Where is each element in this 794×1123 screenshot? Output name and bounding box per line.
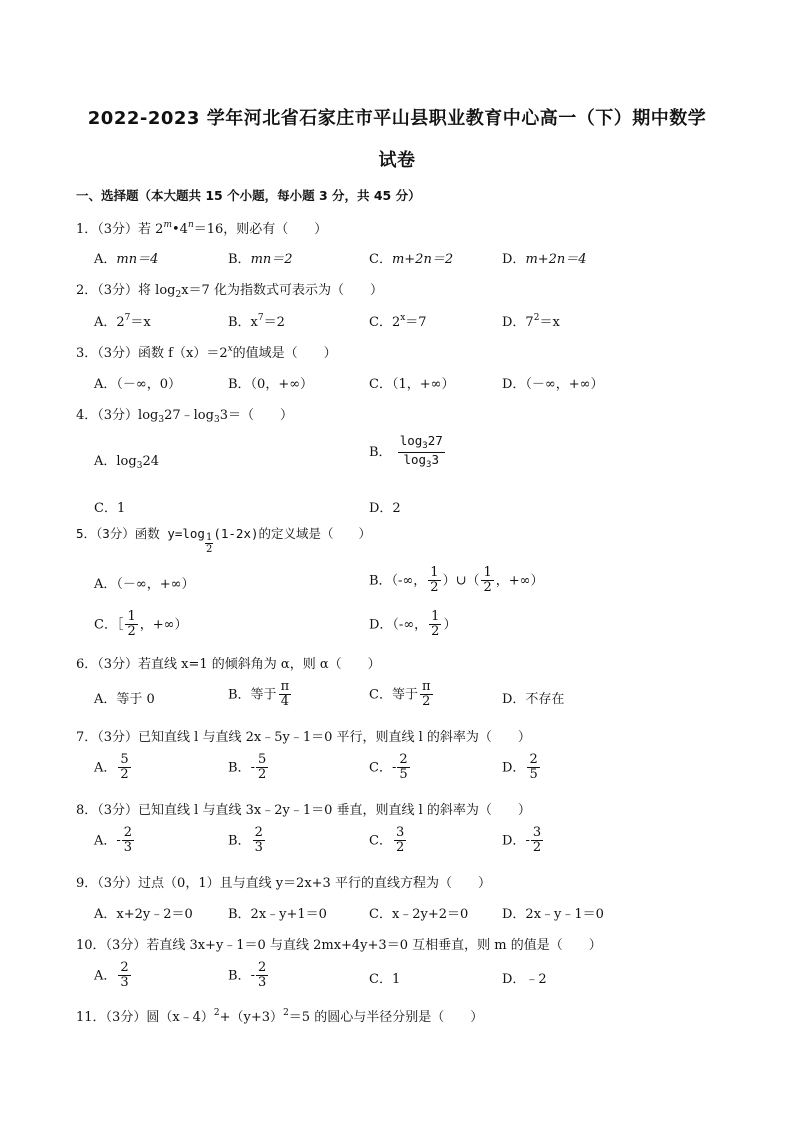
q4-option-c: C．1: [94, 501, 126, 516]
q1-option-d: D．m+2n＝4: [502, 252, 587, 267]
q3-option-b: B．（0，+∞）: [228, 377, 314, 392]
q4-option-a: A．$\log_324$: [94, 454, 159, 471]
question-4: 4．（3分）$\log_327﹣\log_33=$（ ）: [76, 408, 293, 425]
q1-option-b: B．mn＝2: [228, 252, 293, 267]
q2-option-c: C．$2^x=7$: [369, 313, 427, 330]
q8-option-b: B． $\frac{2}{3}$: [228, 825, 263, 856]
q6-option-d: D．不存在: [502, 692, 565, 707]
question-7: 7．（3分）已知直线 l 与直线 2x﹣5y﹣1＝0 平行，则直线 l 的斜率为（ ）: [76, 730, 531, 745]
q4-option-d: D．2: [369, 501, 401, 516]
q5-option-b: B．（-∞， $\frac{1}{2}$ ）∪（ $\frac{1}{2}$ ，+∞）: [369, 565, 544, 596]
q9-option-d: D．2x﹣y﹣1＝0: [502, 907, 604, 922]
question-11: 11．（3分）圆$(x﹣4)^2+(y+3)^2=5$ 的圆心与半径分别是（ ）: [76, 1008, 484, 1025]
question-1: 1．（3分）若 $2^m•4^n=16$，则必有（ ）: [76, 220, 328, 237]
q5-option-a: A．（－∞，+∞）: [94, 577, 195, 592]
q1-option-c: C．m+2n＝2: [369, 252, 454, 267]
q7-option-d: D． $\frac{2}{5}$: [502, 752, 538, 783]
question-5: 5．（3分）函数 y=log $\frac{1}{2}$ (1-2x)的定义域是（ ）: [76, 526, 371, 555]
q10-option-b: B．- $\frac{2}{3}$: [228, 960, 267, 991]
exam-title: 2022-2023 学年河北省石家庄市平山县职业教育中心高一（下）期中数学: [87, 108, 707, 129]
q4-option-b: B． $\frac{\log_327}{\log_33}$: [369, 433, 443, 470]
q8-option-c: C． $\frac{3}{2}$: [369, 825, 405, 856]
q2-option-b: B．$x^7=2$: [228, 313, 285, 330]
q6-option-b: B．等于 $\frac{\pi}{4}$: [228, 679, 290, 710]
question-9: 9．（3分）过点（0，1）且与直线 y＝2x+3 平行的直线方程为（ ）: [76, 876, 491, 891]
q10-option-d: D．﹣2: [502, 972, 547, 987]
q2-option-d: D．$7^2=x$: [502, 313, 560, 330]
q9-option-c: C．x﹣2y+2＝0: [369, 907, 469, 922]
q3-option-a: A．（－∞，0）: [94, 377, 181, 392]
q2-option-a: A．$2^7=x$: [94, 313, 151, 330]
q5-option-c: C．［ $\frac{1}{2}$ ，+∞）: [94, 609, 188, 640]
q7-option-c: C．- $\frac{2}{5}$: [369, 752, 408, 783]
section-heading: 一、选择题（本大题共 15 个小题，每小题 3 分，共 45 分）: [76, 188, 421, 203]
q9-option-b: B．2x﹣y+1＝0: [228, 907, 327, 922]
q8-option-d: D．- $\frac{3}{2}$: [502, 825, 542, 856]
q5-option-d: D．（-∞， $\frac{1}{2}$ ）: [369, 609, 457, 640]
question-2: 2．（3分）将 $\log_2x=7$ 化为指数式可表示为（ ）: [76, 283, 383, 300]
q7-option-a: A． $\frac{5}{2}$: [94, 752, 129, 783]
question-8: 8．（3分）已知直线 l 与直线 3x﹣2y﹣1＝0 垂直，则直线 l 的斜率为（ ）: [76, 803, 531, 818]
q3-option-d: D．（－∞，+∞）: [502, 377, 604, 392]
q8-option-a: A．- $\frac{2}{3}$: [94, 825, 133, 856]
question-3: 3．（3分）函数 $f(x)=2^x$的值域是（ ）: [76, 344, 337, 361]
q1-option-a: A．mn＝4: [94, 252, 159, 267]
q6-option-a: A．等于 0: [94, 692, 155, 707]
q7-option-b: B．- $\frac{5}{2}$: [228, 752, 267, 783]
q10-option-c: C．1: [369, 972, 401, 987]
q9-option-a: A．x+2y﹣2＝0: [94, 907, 193, 922]
question-6: 6．（3分）若直线 x=1 的倾斜角为 α，则 α（ ）: [76, 657, 381, 672]
q3-option-c: C．（1，+∞）: [369, 377, 455, 392]
exam-title-continued: 试卷: [378, 150, 416, 171]
question-10: 10．（3分）若直线 3x+y﹣1＝0 与直线 2mx+4y+3＝0 互相垂直，则 m 的值是（ ）: [76, 938, 602, 953]
q6-option-c: C．等于 $\frac{\pi}{2}$: [369, 679, 431, 710]
q10-option-a: A． $\frac{2}{3}$: [94, 960, 129, 991]
